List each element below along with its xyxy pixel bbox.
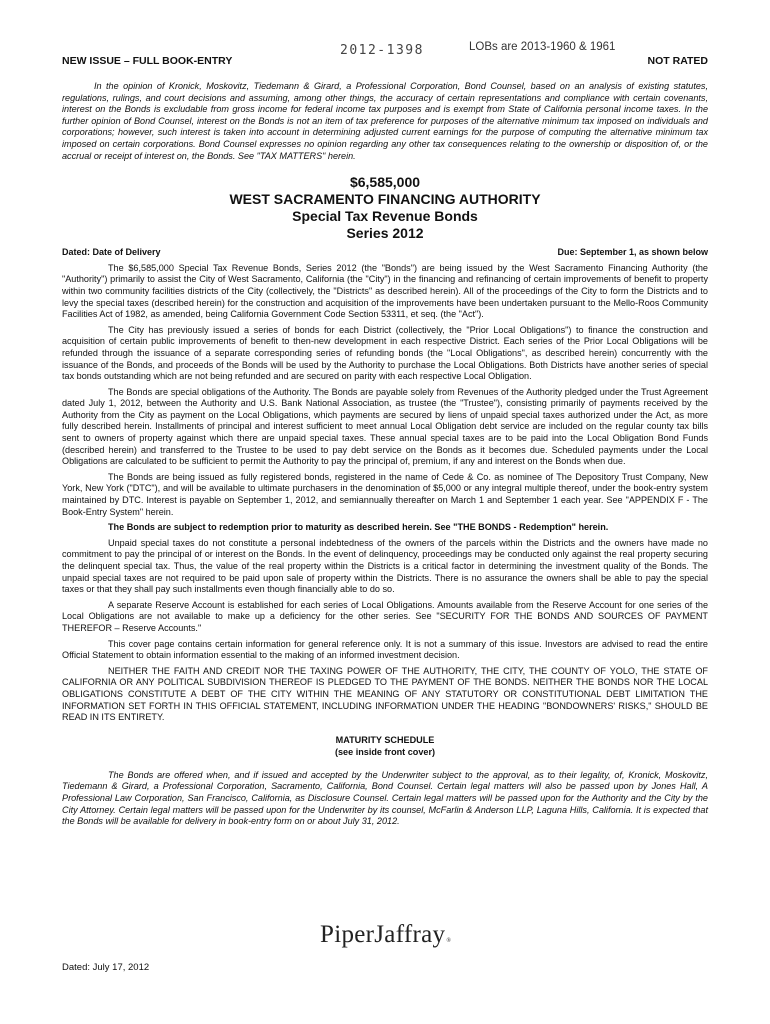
bond-amount: $6,585,000 — [349, 174, 421, 191]
statement-date: Dated: July 17, 2012 — [62, 962, 150, 973]
registered-mark: ® — [446, 938, 452, 944]
paragraph-bonds-purpose: The $6,585,000 Special Tax Revenue Bonds, Series 2012 (the "Bonds") are being issued by the West Sacramento Financing Authority (the "Authority") primarily to assist the City of West Sacramento, California (the "City") in the financing and refinancing of certain improvements of benefit to property within two community facilities districts of the City (collectively, the "Districts" as described herein). All of the proceedings of the City to form the Districts and to levy the special taxes (described herein) for the construction and acquisition of the improvements have been undertaken pursuant to the Mello-Roos Community Facilities Act of 1982, as amended, being California Government Code Section 53311, et seq. (the "Act"). — [62, 262, 708, 320]
paragraph-prior-obligations: The City has previously issued a series of bonds for each District (collectively, the "Prior Local Obligations") to finance the construction and acquisition of certain public improvements of benefit to then-new development in each respective District. Each series of the Prior Local Obligations will be refunded through the issuance of a separate corresponding series of refunding bonds (the "Local Obligations", as described herein) concurrently with the issuance of the Bonds, and proceeds of the Bonds will be used by the Authority to purchase the Local Obligations. Both Districts have another series of special tax bonds outstanding which are not being refunded and are secured on parity with each respective Local Obligation. — [62, 324, 708, 382]
paragraph-reserve-account: A separate Reserve Account is established for each series of Local Obligations. Amounts available from the Reserve Account for one series of the Local Obligations are not available to make up a deficiency for the other series. See "SECURITY FOR THE BONDS AND SOURCES OF PAYMENT THEREFOR – Reserve Accounts." — [62, 599, 708, 633]
underwriter-paragraph: The Bonds are offered when, and if issued and accepted by the Underwriter subject to the approval, as to their legality, of, Kronick, Moskovitz, Tiedemann & Girard, a Professional Corporation, Sacramento, California, Bond Counsel. Certain legal matters will also be passed upon by Jones Hall, A Professional Law Corporation, San Francisco, California, as Disclosure Counsel. Certain legal matters will be passed upon for the Authority and the City by the City Attorney. Certain legal matters will be passed upon for the Underwriter by its counsel, McFarlin & Anderson LLP, Laguna Hills, California. It is expected that the Bonds will be available for delivery in book-entry form on or about July 31, 2012. — [62, 769, 708, 827]
due-date: Due: September 1, as shown below — [557, 247, 708, 258]
paragraph-book-entry: The Bonds are being issued as fully registered bonds, registered in the name of Cede & Co. as nominee of The Depository Trust Company, New York, New York ("DTC"), and will be available to ultimate purchasers in the denomination of $5,000 or any integral multiple thereof, under the book-entry system maintained by DTC. Interest is payable on September 1, 2012, and semiannually thereafter on March 1 and September 1 each year. See "APPENDIX F - The Book-Entry System" herein. — [62, 471, 708, 517]
paragraph-special-obligations: The Bonds are special obligations of the Authority. The Bonds are payable solely from Revenues of the Authority pledged under the Trust Agreement dated July 1, 2012, between the Authority and U.S. Bank National Association, as trustee (the "Trustee"), consisting primarily of payments received by the Authority from the City as payment on the Local Obligations, which payments are secured by liens of unpaid special taxes authorized under the Act, as more fully described herein. Installments of principal and interest sufficient to meet annual Local Obligation debt service are included on the regular county tax bills sent to owners of property against which there are unpaid special taxes. These annual special taxes are to be paid into the Local Obligation Bond Funds (described herein) and transferred to the Trustee to be used to pay debt service on the Bonds as it becomes due. Scheduled payments under the Local Obligations are calculated to be sufficient to permit the Authority to pay the principal of, premium, if any and interest on the Bonds when due. — [62, 386, 708, 467]
document-body — [62, 81, 708, 837]
maturity-schedule-heading — [62, 734, 708, 758]
bond-name: Special Tax Revenue Bonds — [292, 208, 478, 225]
issuer-name: WEST SACRAMENTO FINANCING AUTHORITY — [229, 191, 541, 208]
rating-label: NOT RATED — [647, 55, 708, 67]
handwritten-note: LOBs are 2013-1960 & 1961 — [469, 41, 616, 53]
paragraph-general-reference: This cover page contains certain information for general reference only. It is not a summary of this issue. Investors are advised to read the entire Official Statement to obtain information essential to the making of an informed investment decision. — [62, 638, 708, 661]
dated-date: Dated: Date of Delivery — [62, 247, 161, 258]
issue-type-label: NEW ISSUE – FULL BOOK-ENTRY — [62, 55, 233, 67]
bond-title-block — [62, 174, 708, 242]
bond-series: Series 2012 — [346, 225, 424, 242]
bond-counsel-opinion: In the opinion of Kronick, Moskovitz, Tiedemann & Girard, a Professional Corporation, Bond Counsel, based on an analysis of existing statutes, regulations, rulings, and court decisions and assuming, among other things, the accuracy of certain representations and compliance with certain covenants, interest on the Bonds is excludable from gross income for federal income tax purposes and is exempt from State of California personal income taxes. In the further opinion of Bond Counsel, interest on the Bonds is not an item of tax preference for purposes of the alternative minimum tax imposed on individuals and corporations; however, such interest is taken into account in determining adjusted current earnings for the purpose of computing the alternative minimum tax imposed on certain corporations. Bond Counsel expresses no opinion regarding any other tax consequences relating to the ownership or disposition of, or the accrual or receipt of interest on, the Bonds. See "TAX MATTERS" herein. — [62, 81, 708, 161]
maturity-subtitle: (see inside front cover) — [334, 746, 436, 757]
maturity-title: MATURITY SCHEDULE — [335, 734, 435, 745]
paragraph-special-taxes: Unpaid special taxes do not constitute a personal indebtedness of the owners of the parcels within the Districts and the owners have made no commitment to pay the principal of or interest on the Bonds. In the event of delinquency, proceedings may be conducted only against the real property securing the delinquent special tax. Thus, the value of the real property within the Districts is a critical factor in determining the investment quality of the Bonds. The unpaid special taxes are not required to be paid upon sale of property within the Districts. There is no assurance the owners shall be able to pay the special taxes or that they shall pay such installments even though financially able to do so. — [62, 537, 708, 595]
paragraph-redemption: The Bonds are subject to redemption prior to maturity as described herein. See "THE BONDS - Redemption" herein. — [108, 522, 609, 533]
logo-text: PiperJaffray — [320, 921, 446, 948]
handwritten-file-number: 2012-1398 — [340, 43, 424, 58]
piper-jaffray-logo — [320, 921, 451, 949]
date-due-row — [62, 247, 708, 259]
paragraph-disclaimer: NEITHER THE FAITH AND CREDIT NOR THE TAXING POWER OF THE AUTHORITY, THE CITY, THE COUNTY OF YOLO, THE STATE OF CALIFORNIA OR ANY POLITICAL SUBDIVISION THEREOF IS PLEDGED TO THE PAYMENT OF THE BONDS. NEITHER THE BONDS NOR THE LOCAL OBLIGATIONS CONSTITUTE A DEBT OF THE CITY WITHIN THE MEANING OF ANY STATUTORY OR CONSTITUTIONAL DEBT LIMITATION THE INFORMATION SET FORTH IN THIS OFFICIAL STATEMENT, INCLUDING INFORMATION UNDER THE HEADING "BONDOWNERS' RISKS," SHOULD BE READ IN ITS ENTIRETY. — [62, 665, 708, 723]
